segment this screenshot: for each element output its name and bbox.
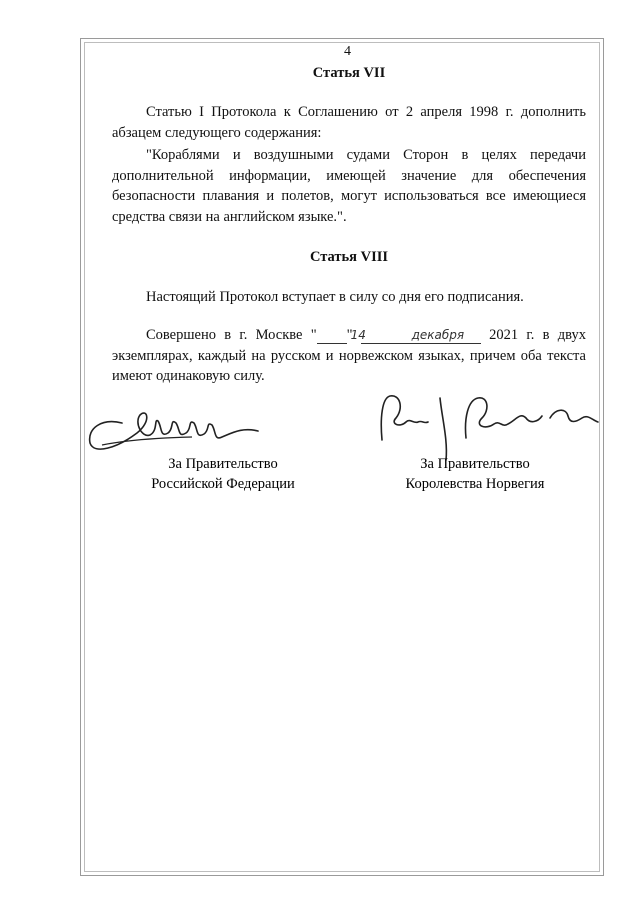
signing-month: декабря	[361, 328, 481, 344]
article-7-quote: "Кораблями и воздушными судами Сторон в целях передачи дополнительной информации, имеющей значение для обеспечения безопасности плавания и полетов, могут использоваться все имеющиеся средства связи на английском языке.".	[112, 147, 586, 225]
article-7-heading: Статья VII	[312, 65, 386, 81]
article-8-heading: Статья VIII	[309, 249, 389, 265]
signing-day: 14	[317, 328, 347, 344]
russia-signatory	[133, 454, 313, 494]
norway-signatory	[385, 454, 565, 494]
russia-signatory-line1: За Правительство	[168, 456, 278, 472]
russia-signatory-line2: Российской Федерации	[151, 476, 295, 492]
signing-quote-close: "	[346, 327, 353, 343]
article-7-intro: Статью I Протокола к Соглашению от 2 апреля 1998 г. дополнить абзацем следующего содержания:	[112, 104, 586, 141]
page-number: 4	[344, 44, 351, 59]
article-8-text: Настоящий Протокол вступает в силу со дня его подписания.	[146, 289, 524, 305]
signing-prefix: Совершено в г. Москве "	[146, 327, 317, 343]
russia-signature	[82, 393, 282, 463]
norway-signatory-line2: Королевства Норвегия	[405, 476, 545, 492]
signing-suffix: 2021 г. в двух экземплярах, каждый на русском и норвежском языках, причем оба текста имеют одинаковую силу.	[112, 327, 587, 384]
norway-signatory-line1: За Правительство	[420, 456, 530, 472]
